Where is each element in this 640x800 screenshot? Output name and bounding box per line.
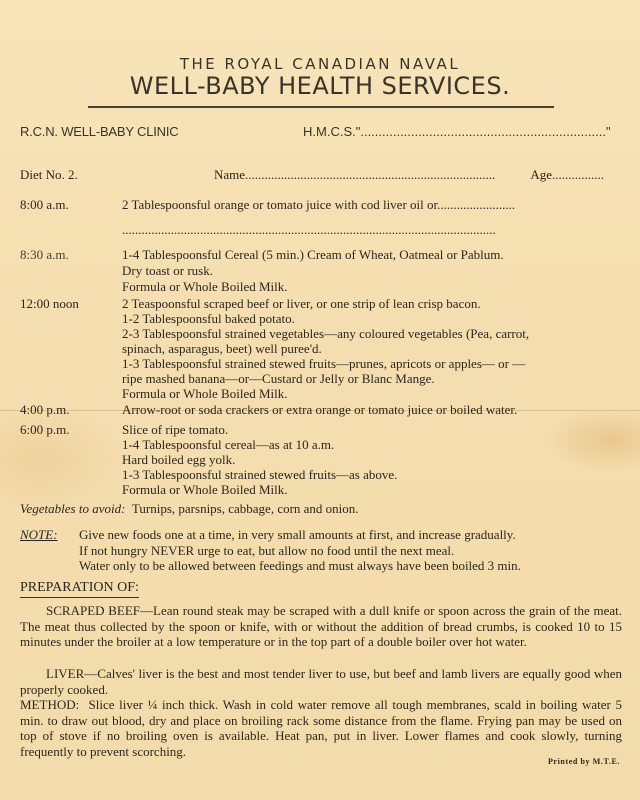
age-blank[interactable]: ................ xyxy=(552,167,604,182)
schedule-line: 2-3 Tablespoonsful strained vegetables—any coloured vegetables (Pea, carrot, xyxy=(122,326,530,341)
schedule-time: 4:00 p.m. xyxy=(20,402,70,417)
preparation-heading: PREPARATION OF: xyxy=(20,580,139,598)
method-label: METHOD: xyxy=(20,697,80,712)
schedule-time: 6:00 p.m. xyxy=(20,422,70,437)
schedule-line: Dry toast or rusk. xyxy=(122,263,213,278)
schedule-line: 2 Tablespoonsful orange or tomato juice with cod liver oil or........................ xyxy=(122,197,516,212)
hmcs-blank[interactable]: ...................................................................." xyxy=(360,124,611,139)
org-name: THE ROYAL CANADIAN NAVAL xyxy=(179,55,461,73)
schedule-line: 1-3 Tablespoonsful strained stewed fruits—as above. xyxy=(122,467,398,482)
schedule-line: 2 Teaspoonsful scraped beef or liver, or one strip of lean crisp bacon. xyxy=(122,296,481,311)
schedule-time: 12:00 noon xyxy=(20,296,79,311)
name-age-fields[interactable] xyxy=(214,167,622,183)
note-line: Give new foods one at a time, in very small amounts at first, and increase gradually. xyxy=(79,527,516,542)
scraped-beef-label: SCRAPED BEEF xyxy=(46,603,141,618)
hmcs-label: H.M.C.S." xyxy=(303,124,361,139)
clinic-name: R.C.N. WELL-BABY CLINIC xyxy=(20,124,179,139)
vegetables-to-avoid xyxy=(20,501,359,517)
hmcs-field[interactable] xyxy=(303,124,623,139)
schedule-line: Formula or Whole Boiled Milk. xyxy=(122,279,288,294)
schedule-line: spinach, asparagus, beet) well puree'd. xyxy=(122,341,322,356)
note-label: NOTE: xyxy=(20,527,58,542)
note-line: Water only to be allowed between feedings and must always have been boiled 3 min. xyxy=(79,558,521,573)
scraped-beef-paragraph xyxy=(20,603,622,650)
schedule-line: Slice of ripe tomato. xyxy=(122,422,229,437)
schedule-line: 1-4 Tablespoonsful Cereal (5 min.) Cream of Wheat, Oatmeal or Pablum. xyxy=(122,247,504,262)
schedule-time: 8:00 a.m. xyxy=(20,197,69,212)
name-blank[interactable]: ............................................................................. xyxy=(245,167,496,182)
note-line: If not hungry NEVER urge to eat, but allow no food until the next meal. xyxy=(79,543,455,558)
schedule-line: ripe mashed banana—or—Custard or Jelly or Blanc Mange. xyxy=(122,371,435,386)
name-label: Name xyxy=(214,167,246,182)
liver-text: —Calves' liver is the best and most tender liver to use, but beef and lamb livers are equally good when properly cooked. xyxy=(20,666,622,697)
method-paragraph xyxy=(20,697,622,759)
printed-by: Printed by M.T.E. xyxy=(547,757,620,766)
method-text: Slice liver ¼ inch thick. Wash in cold water remove all tough membranes, scald in boiling water 5 min. to draw out blood, dry and place on broiling rack some distance from the flame. Frying pan may be used on top of stove if no broiling oven is available. Heat pan, put in liver. Lower flames and cook slowly, turning frequently to prevent scorching. xyxy=(20,697,622,759)
schedule-line: Formula or Whole Boiled Milk. xyxy=(122,386,288,401)
page-title: WELL-BABY HEALTH SERVICES. xyxy=(129,72,511,100)
schedule-line: Formula or Whole Boiled Milk. xyxy=(122,482,288,497)
schedule-line: 1-4 Tablespoonsful cereal—as at 10 a.m. xyxy=(122,437,335,452)
schedule-line: 1-3 Tablespoonsful strained stewed fruits—prunes, apricots or apples— or — xyxy=(122,356,526,371)
liver-label: LIVER xyxy=(46,666,85,681)
scraped-beef-text: —Lean round steak may be scraped with a dull knife or spoon across the grain of the meat. The meat thus collected by the spoon or knife, with or without the addition of bread crumbs, is cooked 10 to 15 minutes under the broiler at a low temperature or in the top part of a double boiler over hot water. xyxy=(20,603,622,650)
avoid-text: Turnips, parsnips, cabbage, corn and onion. xyxy=(131,501,359,516)
diet-number: Diet No. 2. xyxy=(20,167,78,182)
avoid-label: Vegetables to avoid: xyxy=(20,501,126,516)
liver-paragraph xyxy=(20,666,622,697)
schedule-line: Hard boiled egg yolk. xyxy=(122,452,236,467)
schedule-blank-line[interactable]: ................................................................................................................... xyxy=(122,222,496,237)
title-underline xyxy=(88,106,554,108)
schedule-line: 1-2 Tablespoonsful baked potato. xyxy=(122,311,295,326)
schedule-line: Arrow-root or soda crackers or extra orange or tomato juice or boiled water. xyxy=(122,402,518,417)
schedule-time: 8:30 a.m. xyxy=(20,247,69,262)
age-label: Age xyxy=(530,167,552,182)
